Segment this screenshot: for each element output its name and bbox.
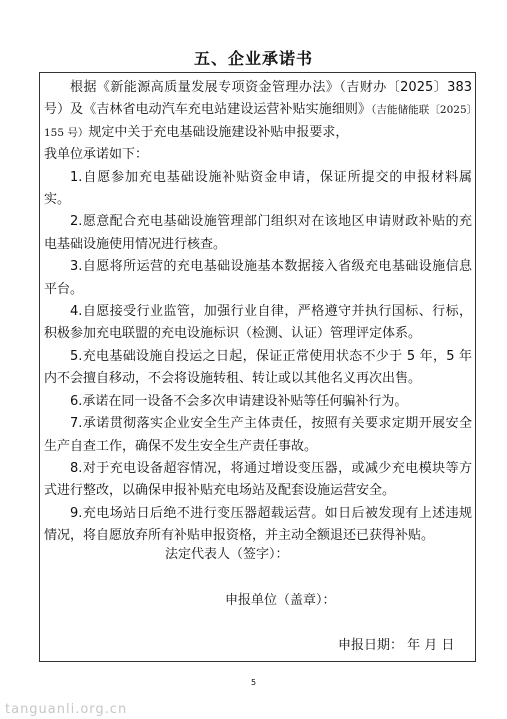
- commitment-item-6: 6.承诺在同一设备不会多次申请建设补贴等任何骗补行为。: [70, 393, 408, 409]
- commitment-item-3: 3.自愿将所运营的充电基础设施基本数据接入省级充电基础设施信息平台。: [44, 259, 472, 297]
- representative-signature-line: 法定代表人（签字）：: [165, 547, 289, 562]
- unit-seal-line: 申报单位（盖章）：: [225, 593, 336, 608]
- intro-text: 根据《新能源高质量发展专项资金管理办法》（吉财办〔2025〕383号）及《吉林省电动汽车充电站建设运营补贴实施细则》: [44, 80, 472, 118]
- page-number: 5: [250, 678, 257, 687]
- intro-document-number: （吉能储能联〔2025〕155 号）: [44, 104, 472, 139]
- commitment-lead: 我单位承诺如下：: [44, 147, 149, 163]
- intro-text-end: 规定中关于充电基础设施建设补贴申报要求，: [88, 124, 349, 140]
- commitment-item-7: 7.承诺贯彻落实企业安全生产主体责任，按照有关要求定期开展安全生产自查工作，确保不发生安全生产责任事故。: [44, 416, 472, 454]
- application-date-line: 申报日期： 年 月 日: [338, 638, 455, 653]
- commitment-item-5: 5.充电基础设施自投运之日起，保证正常使用状态不少于 5 年，5 年内不会擅自移动，不会将设施转租、转让或以其他名义再次出售。: [44, 348, 472, 387]
- intro-paragraph: [44, 77, 472, 144]
- commitment-item-4: 4.自愿接受行业监管，加强行业自律，严格遵守并执行国标、行标，积极参加充电联盟的充电设施标识（检测、认证）管理评定体系。: [44, 304, 472, 342]
- page-title: 五、企业承诺书: [193, 49, 313, 68]
- watermark-text: tanguanli.org.cn: [5, 702, 128, 717]
- commitment-item-1: 1.自愿参加充电基础设施补贴资金申请，保证所提交的申报材料属实。: [44, 169, 472, 208]
- commitment-item-2: 2.愿意配合充电基础设施管理部门组织对在该地区申请财政补贴的充电基础设施使用情况进行核查。: [44, 214, 472, 252]
- commitment-body: [44, 77, 472, 548]
- commitment-item-9: 9.充电场站日后绝不进行变压器超载运营。如日后被发现有上述违规情况，将自愿放弃所有补贴申报资格，并主动全额退还已获得补贴。: [44, 505, 472, 544]
- commitment-item-8: 8.对于充电设备超容情况，将通过增设变压器，或减少充电模块等方式进行整改，以确保申报补贴充电场站及配套设施运营安全。: [44, 460, 472, 499]
